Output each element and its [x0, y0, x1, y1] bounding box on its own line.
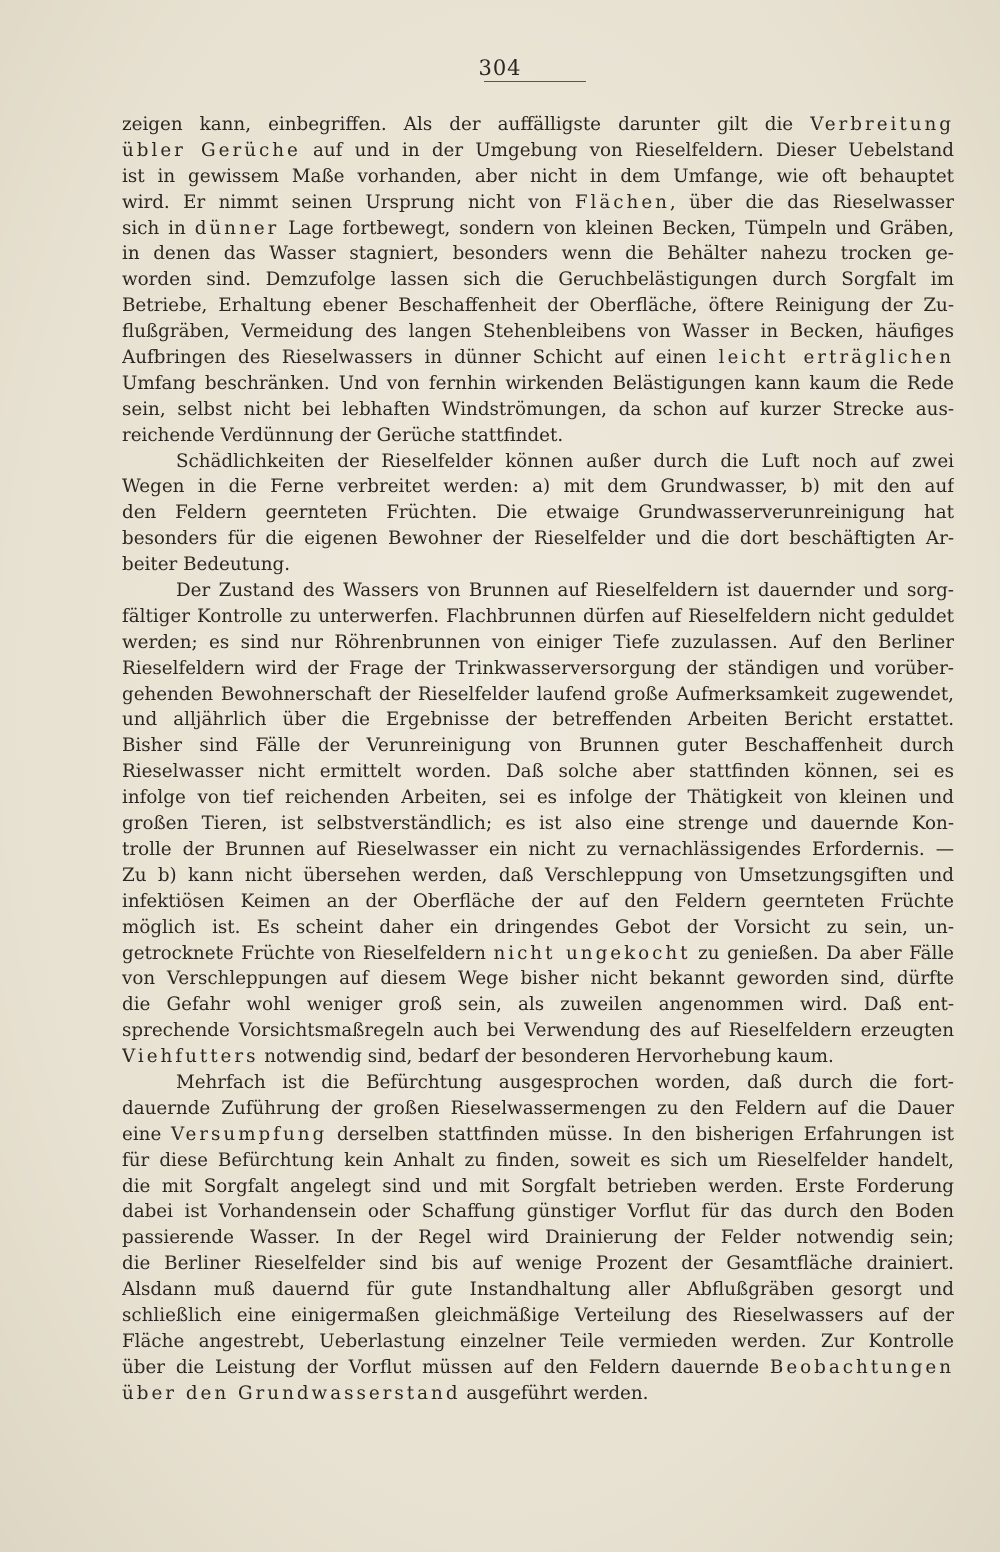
text-line: Viehfutters notwendig sind, bedarf der besonderen Hervorhebung kaum.	[122, 1046, 834, 1068]
text-line: dabei ist Vorhandensein oder Schaffung günstiger Vorflut für das durch den Boden	[122, 1201, 954, 1223]
text-line: Wegen in die Ferne verbreitet werden: a) mit dem Grundwasser, b) mit den auf	[122, 476, 954, 498]
text-line: werden; es sind nur Röhrenbrunnen von einiger Tiefe zuzulassen. Auf den Berliner	[122, 631, 954, 653]
text-line: gehenden Bewohnerschaft der Rieselfelder laufend große Aufmerksamkeit zugewendet,	[122, 683, 954, 705]
text-line: trolle der Brunnen auf Rieselwasser ein nicht zu vernachlässigendes Erfordernis. —	[122, 838, 954, 860]
text-line: worden sind. Demzufolge lassen sich die Geruchbelästigungen durch Sorgfalt im	[122, 269, 954, 291]
text-line: möglich ist. Es scheint daher ein dringendes Gebot der Vorsicht zu sein, un-	[122, 916, 954, 938]
text-line: von Verschleppungen auf diesem Wege bisher nicht bekannt geworden sind, dürfte	[122, 968, 954, 990]
text-line: den Feldern geernteten Früchten. Die etwaige Grundwasserverunreinigung hat	[122, 502, 954, 524]
text-line: schließlich eine einigermaßen gleichmäßige Verteilung des Rieselwassers auf der	[122, 1304, 954, 1326]
text-line: getrocknete Früchte von Rieselfeldern nicht ungekocht zu genießen. Da aber Fälle	[122, 942, 954, 964]
text-line: übler Gerüche auf und in der Umgebung von Rieselfeldern. Dieser Uebelstand	[122, 139, 954, 161]
text-line: zeigen kann, einbegriffen. Als der auffälligste darunter gilt die Verbreitung	[122, 114, 954, 135]
spaced-emphasis: leicht erträglichen	[718, 347, 954, 369]
text-line: sich in dünner Lage fortbewegt, sondern von kleinen Becken, Tümpeln und Gräben,	[122, 217, 954, 239]
text-line: wird. Er nimmt seinen Ursprung nicht von Flächen, über die das Rieselwasser	[122, 191, 954, 213]
text-line: infektiösen Keimen an der Oberfläche der auf den Feldern geernteten Früchte	[122, 890, 954, 912]
text-line: ist in gewissem Maße vorhanden, aber nicht in dem Umfange, wie oft behauptet	[122, 165, 954, 187]
text-line: Schädlichkeiten der Rieselfelder können außer durch die Luft noch auf zwei	[176, 450, 954, 472]
text-line: großen Tieren, ist selbstverständlich; es ist also eine strenge und dauernde Kon-	[122, 813, 954, 835]
text-line: die Gefahr wohl weniger groß sein, als zuweilen angenommen wird. Daß ent-	[122, 994, 954, 1016]
text-line: Rieselfeldern wird der Frage der Trinkwasserversorgung der ständigen und vorüber-	[122, 657, 954, 679]
page-number-rule	[484, 81, 586, 82]
spaced-emphasis: Viehfutters	[122, 1046, 259, 1068]
text-line: Der Zustand des Wassers von Brunnen auf Rieselfeldern ist dauernder und sorg-	[176, 580, 954, 602]
text-line: in denen das Wasser stagniert, besonders wenn die Behälter nahezu trocken ge-	[122, 243, 954, 265]
text-line: Zu b) kann nicht übersehen werden, daß Verschleppung von Umsetzungsgiften und	[122, 864, 954, 886]
text-line: Rieselwasser nicht ermittelt worden. Daß solche aber stattfinden können, sei es	[122, 761, 954, 783]
text-line: und alljährlich über die Ergebnisse der betreffenden Arbeiten Bericht erstattet.	[122, 709, 954, 731]
text-line: die mit Sorgfalt angelegt sind und mit Sorgfalt betrieben werden. Erste Forderung	[122, 1175, 954, 1197]
spaced-emphasis: nicht ungekocht	[493, 942, 691, 964]
text-line: passierende Wasser. In der Regel wird Drainierung der Felder notwendig sein;	[122, 1227, 954, 1249]
text-line: fältiger Kontrolle zu unterwerfen. Flachbrunnen dürfen auf Rieselfeldern nicht geduldet	[122, 605, 954, 627]
spaced-emphasis: dünner	[194, 217, 280, 239]
text-line: Umfang beschränken. Und von fernhin wirkenden Belästigungen kann kaum die Rede	[122, 372, 954, 394]
page-number: 304	[478, 56, 522, 80]
text-line: eine Versumpfung derselben stattfinden müsse. In den bisherigen Erfahrungen ist	[122, 1123, 954, 1145]
text-line: Alsdann muß dauernd für gute Instandhaltung aller Abflußgräben gesorgt und	[122, 1279, 954, 1301]
text-line: besonders für die eigenen Bewohner der Rieselfelder und die dort beschäftigten Ar-	[122, 528, 954, 550]
text-line: sein, selbst nicht bei lebhaften Windströmungen, da schon auf kurzer Strecke aus-	[122, 398, 954, 420]
text-line: Betriebe, Erhaltung ebener Beschaffenheit der Oberfläche, öftere Reinigung der Zu-	[122, 295, 954, 317]
text-line: dauernde Zuführung der großen Rieselwassermengen zu den Feldern auf die Dauer	[122, 1097, 954, 1119]
text-line: sprechende Vorsichtsmaßregeln auch bei Verwendung des auf Rieselfeldern erzeugten	[122, 1020, 954, 1042]
text-line: infolge von tief reichenden Arbeiten, sei es infolge der Thätigkeit von kleinen und	[122, 787, 954, 809]
text-line: Bisher sind Fälle der Verunreinigung von Brunnen guter Beschaffenheit durch	[122, 735, 954, 757]
text-line: für diese Befürchtung kein Anhalt zu finden, soweit es sich um Rieselfelder handelt,	[122, 1149, 954, 1171]
spaced-emphasis: übler Gerüche	[122, 139, 301, 161]
text-line: reichende Verdünnung der Gerüche stattfindet.	[122, 424, 564, 446]
spaced-emphasis: Flächen	[574, 191, 670, 213]
text-line: über den Grundwasserstand ausgeführt werden.	[122, 1382, 649, 1404]
spaced-emphasis: über den Grundwasserstand	[122, 1382, 461, 1404]
text-line: Mehrfach ist die Befürchtung ausgesprochen worden, daß durch die fort-	[176, 1071, 954, 1093]
text-line: Fläche angestrebt, Ueberlastung einzelner Teile vermieden werden. Zur Kontrolle	[122, 1330, 954, 1352]
text-line: Aufbringen des Rieselwassers in dünner Schicht auf einen leicht erträglichen	[122, 347, 954, 369]
text-line: beiter Bedeutung.	[122, 554, 291, 576]
text-line: über die Leistung der Vorflut müssen auf den Feldern dauernde Beobachtungen	[122, 1356, 954, 1378]
body-text	[122, 112, 954, 1407]
text-line: flußgräben, Vermeidung des langen Stehenbleibens von Wasser in Becken, häufiges	[122, 321, 954, 343]
spaced-emphasis: Beobachtungen	[769, 1356, 954, 1378]
spaced-emphasis: Versumpfung	[170, 1123, 328, 1145]
spaced-emphasis: Verbreitung	[810, 114, 954, 135]
text-line: die Berliner Rieselfelder sind bis auf wenige Prozent der Gesamtfläche drainiert.	[122, 1253, 954, 1275]
